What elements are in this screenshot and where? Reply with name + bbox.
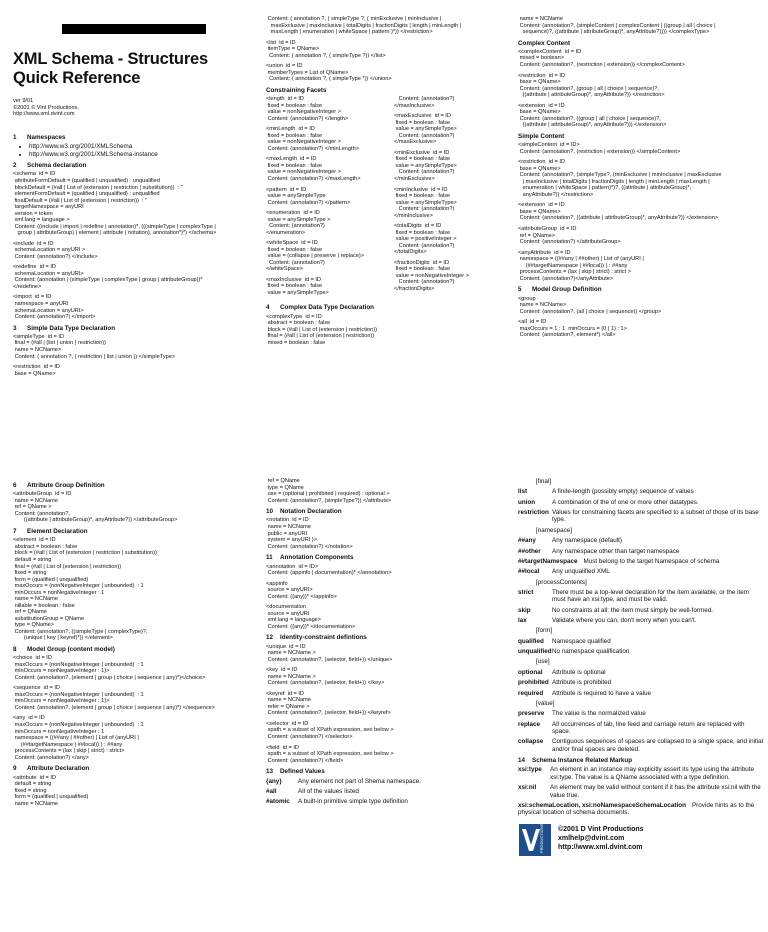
- glossary-definition: Any namespace other than target namespace: [552, 547, 680, 555]
- column-2-bottom: [266, 478, 512, 930]
- glossary-entry: [518, 589, 764, 604]
- code-block: <import id = ID namespace = anyURI schemaLocation = anyURI> Content: (annotation?) </import>: [13, 294, 96, 321]
- code-block: <pattern id = ID value = anySimpleType Content: (annotation?) </pattern>: [266, 186, 351, 206]
- glossary-term: prohibited: [518, 679, 549, 687]
- glossary-term: ##local: [518, 568, 540, 576]
- website-line: http://www.xml.dvint.com: [13, 111, 75, 118]
- section-heading: 11 Annotation Components: [266, 554, 354, 562]
- glossary-term: ##any: [518, 537, 536, 545]
- list-item: • http://www.w3.org/2001/XMLSchema: [29, 143, 261, 150]
- logo-line: ©2001 D Vint Productions: [558, 826, 644, 834]
- glossary-group-heading: [use]: [536, 658, 550, 666]
- glossary-term: skip: [518, 606, 531, 614]
- section-heading: 12 Identity-constraint defintions: [266, 634, 367, 642]
- section-heading: 4 Complex Data Type Declaration: [266, 304, 375, 312]
- defined-value: #all All of the values listed: [266, 787, 359, 795]
- code-block: name = NCName Content: (annotation?, (simpleContent | complexContent | ((group | all | choice | sequence)?, ((attribute | attributeGroup)*, anyAttribute?)))) </complexType>: [519, 16, 716, 36]
- code-block: <enumeration id = ID value = anySimpleType > Content: (annotation?) </enumeration>: [266, 210, 331, 236]
- glossary-definition: The value is the normalized value: [552, 710, 646, 718]
- code-block: <key id = ID name = NCName > Content: (annotation?, (selector, field+)) </key>: [266, 667, 385, 687]
- code-block: Content: ( annotation ?, ( simpleType ?, ( minExclusive | minInclusive | maxExclusive | maxInclusive | totalDigits | fractionDigits | length | minLength | maxLength | enumeration | whiteSpace | pattern )*)) </restriction>: [267, 16, 462, 36]
- column-1-top: [13, 130, 261, 475]
- glossary-entry: [518, 499, 764, 506]
- code-block: <keyref id = ID name = NCName refer = QName > Content: (annotation?, (selector, field+)) </keyref>: [266, 690, 391, 717]
- glossary-group-heading: [form]: [536, 627, 553, 635]
- copyright-line: ©2001 © Vint Productions,: [13, 104, 79, 111]
- list-item: • http://www.w3.org/2001/XMLSchema-instance: [29, 151, 261, 158]
- glossary-term: lax: [518, 617, 527, 625]
- code-block: <restriction id = ID base = QName> Content: (annotation?, (group | all | choice | sequence)?, ((attribute | attributeGroup)*, anyAttribute?)) </restriction>: [518, 72, 665, 99]
- glossary-definition: Must belong to the target Namespace of schema: [583, 557, 720, 565]
- code-block: <unique id = ID name = NCName > Content: (annotation?, (selector, field+)) </unique>: [266, 643, 393, 663]
- glossary-term: qualified: [518, 637, 544, 645]
- section-heading: 2 Schema declaration: [13, 162, 87, 170]
- glossary-term: collapse: [518, 738, 544, 746]
- logo-line: xmlhelp@dvint.com: [558, 835, 625, 843]
- logo-line: http://www.xml.dvint.com: [558, 843, 643, 851]
- code-block: <minExclusive id = ID fixed = boolean : false value = anySimpleType> Content: (annotation?) </minExclusive>: [394, 149, 457, 182]
- glossary-entry: [518, 669, 764, 676]
- code-block: <appinfo source = anyURI> Content: ({any})* </appinfo>: [266, 580, 337, 600]
- section-heading: 10 Notation Declaration: [266, 508, 342, 516]
- title-line: XML Schema - Structures: [13, 50, 208, 68]
- code-block: <simpleContent id = ID> Content: (annotation?, (restriction | extension)) </simpleContent>: [518, 142, 681, 155]
- section-heading: 5 Model Group Definition: [518, 286, 602, 294]
- glossary-definition: No namespace qualification: [552, 648, 630, 656]
- code-block: <fractionDigits id = ID fixed = boolean : false value = nonNegativeInteger > Content: (annotation?) </fractionDigits>: [394, 259, 469, 292]
- code-block: <minInclusive id = ID fixed = boolean : false value = anySimpleType> Content: (annotation?) </minInclusive>: [394, 186, 457, 219]
- code-block: <restriction id = ID base = QName>: [13, 364, 60, 377]
- code-block: <union id = ID memberTypes = List of QName> Content: ( annotation ?, ( simpleType *)) </union>: [266, 63, 392, 83]
- glossary-definition: Namespace qualified: [552, 637, 611, 645]
- glossary-entry: [518, 738, 764, 753]
- glossary-entry: [518, 548, 764, 555]
- code-block: <schema id = ID attributeFormDefault = (qualified | unqualified) : unqualified blockDefault = (#all | List of (extension | restriction | substitution)) : " elementFormDefault = (qualified | unqualified) : unqualified finalDefault = (#all | List of (extension | restriction)) : " targetNamespace = anyURI version = token xml:lang = language > Content: ((include | import | redefine | annotation)*, (((simpleType | complexType | group | attributeGroup) | element | attribute | notation), annotation*)*) </schema>: [13, 171, 217, 237]
- code-block: <redefine id = ID schemaLocation = anyURI> Content: (annotation | (simpleType | complexType | group | attributeGroup))* </redefine>: [13, 264, 203, 290]
- code-block: <element id = ID abstract = boolean : false block = (#all | List of (extension | restriction | substitution)) default = string final = (#all | List of (extension | restriction)) fixed = string form = (qualified | unqualified) maxOccurs = (nonNegativeInteger | unbounded) : 1 minOccurs = nonNegativeInteger : 1 name = NCName nillable = boolean : false ref = QName substitutionGroup = QName type = QName> Content: (annotation?, ((simpleType | complexType)?, (unique | key | keyref)*)) </element>: [13, 537, 157, 642]
- glossary-entry: [518, 488, 764, 495]
- glossary-definition: Values for constraining facets are specified to a subset of those of its base type.: [552, 509, 759, 524]
- glossary-definition: A finite-length (possibly empty) sequence of values: [552, 488, 694, 496]
- glossary-term: ##targetNamespace: [518, 557, 578, 565]
- subheading: Constraining Facets: [266, 86, 327, 94]
- code-block: <simpleType id = ID final = (#all | (list | union | restriction)) name = NCName> Content: ( annotation ?, ( restriction | list | union )) </simpleType>: [13, 333, 176, 360]
- column-3-bottom: [518, 478, 764, 930]
- glossary-term: unqualified: [518, 648, 552, 656]
- glossary-group-heading: [processContents]: [536, 578, 587, 586]
- column-1-bottom: [13, 478, 261, 930]
- column-2-top: [266, 16, 512, 456]
- glossary-term: preserve: [518, 710, 545, 718]
- facets-right: [394, 96, 512, 300]
- glossary-entry: [518, 648, 764, 655]
- glossary-group-heading: [namespace]: [536, 526, 573, 534]
- subheading: Simple Content: [518, 132, 565, 140]
- code-block: <restriction id = ID base = QName> Content: (annotation?, (simpleType?, (minExclusive | minInclusive | maxExclusive | maxInclusive | totalDigits | fractionDigits | length | minLength | maxLength | enumeration | whiteSpace | pattern)*)?, ((attribute | attributeGroup)*, anyAttribute?)) </restriction>: [518, 159, 722, 198]
- code-block: <annotation id = ID> Content: (appinfo | documentation)* </annotation>: [266, 563, 392, 577]
- glossary-definition: All occurrences of tab, line feed and carriage return are replaced with space.: [552, 720, 745, 735]
- glossary-term: ##other: [518, 547, 541, 555]
- code-block: <maxInclusive id = ID fixed = boolean : false value = anySimpleType>: [266, 276, 329, 296]
- code-block: <list id = ID itemType = QName> Content: ( annotation ?, ( simpleType ?)) </list>: [266, 39, 386, 59]
- code-block: <whiteSpace id = ID fixed = boolean : false value = (collapse | preserve | replace)> Content: (annotation?) </whiteSpace>: [266, 240, 365, 273]
- glossary-term: required: [518, 689, 544, 697]
- section-heading: 1 Namespaces: [13, 134, 66, 141]
- glossary-term: strict: [518, 588, 534, 596]
- vint-logo-block: [518, 823, 764, 857]
- glossary-entry: [518, 558, 764, 565]
- glossary-term: list: [518, 488, 528, 496]
- title-line: Quick Reference: [13, 68, 141, 87]
- glossary-group-heading: [value]: [536, 699, 555, 707]
- code-block: ref = QName type = QName use = (optional | prohibited | required) : optional > Content: (annotation?, (simpleType?)) </attribute>: [267, 478, 392, 504]
- vint-logo-icon: [518, 823, 552, 857]
- glossary-term: replace: [518, 720, 541, 728]
- code-block: <selector id = ID xpath = a subset of XPath expression, see below > Content: (annotation?) </selector>: [266, 720, 394, 741]
- code-block: <complexType id = ID abstract = boolean : false block = (#all | List of (extension | restriction)) final = (#all | List of (extension | restriction)) mixed = boolean : false: [266, 313, 377, 346]
- glossary-entry: [518, 638, 764, 645]
- glossary-definition: Attribute is optional: [552, 668, 606, 676]
- glossary-definition: Any unqualified XML: [552, 568, 610, 576]
- glossary-definition: There must be a top-level declaration for the item available, or the item must have an xsi:type, and must be valid.: [552, 588, 750, 604]
- code-block: <maxLength id = ID fixed = boolean : false value = nonNegativeInteger > Content: (annotation?) </maxLength>: [266, 156, 361, 182]
- code-block: <group name = NCName> Content: (annotation?, (all | choice | sequence)) </group>: [518, 295, 662, 315]
- code-block: <choice id = ID maxOccurs = (nonNegativeInteger | unbounded) : 1 minOccurs = nonNegativeInteger : 1}> Content: (annotation?, (element | group | choice | sequence | any)*)</choice>: [13, 655, 206, 681]
- glossary-definition: Any namespace (default): [552, 537, 623, 545]
- code-block: <include id = ID schemaLocation = anyURI > Content: (annotation?) </include>: [13, 240, 98, 260]
- section-heading: 13 Defined Values: [266, 768, 325, 776]
- glossary-term: restriction: [518, 509, 549, 517]
- version-info: [13, 98, 79, 118]
- xsi-entry: xsi:schemaLocation, xsi:noNamespaceSchemaLocation Provide hints as to the physical location of schema documents.: [518, 801, 755, 817]
- glossary-definition: A combination of the of one or more other datatypes.: [552, 498, 699, 506]
- code-block: <field id = ID xpath = a subset of XPath expression, see below > Content: (annotation?) </field>: [266, 744, 394, 764]
- glossary-group-heading: [final]: [536, 478, 552, 485]
- glossary-entry: [518, 537, 764, 544]
- code-block: <documentation source = anyURI xml:lang = language> Content: ({any})* </documentation>: [266, 604, 356, 630]
- glossary-entry: [518, 617, 764, 624]
- code-block: <minLength id = ID fixed = boolean : false value = nonNegativeInteger > Content: (annotation?) </minLength>: [266, 126, 359, 152]
- code-block: <length id = ID fixed = boolean : false value = nonNegativeInteger > Content: (annotation?) </length>: [266, 96, 349, 122]
- glossary-entry: [518, 607, 764, 614]
- glossary-term: union: [518, 498, 536, 506]
- code-block: <extension id = ID base = QName> Content: (annotation?, ((attribute | attributeGroup)*, anyAttribute?)) </extension>: [518, 202, 719, 222]
- code-block: <maxExclusive id = ID fixed = boolean : false value = anySimpleType> Content: (annotation?) </maxExclusive>: [394, 113, 457, 146]
- glossary-entry: [518, 690, 764, 697]
- code-block: <totalDigits id = ID fixed = boolean : false value = positiveInteger > Content: (annotation?) </totalDigits>: [394, 223, 457, 256]
- glossary-entry: [518, 710, 764, 717]
- code-block: Content: (annotation?) </maxInclusive>: [394, 96, 455, 109]
- glossary: [518, 478, 764, 753]
- version-line: ver 9/01: [13, 98, 34, 104]
- page-title: [13, 50, 208, 88]
- glossary-definition: Attribute is required to have a value: [552, 689, 652, 697]
- header-bar: [62, 24, 206, 34]
- code-block: <notation id = ID name = NCName public = anyURI system = anyURI }> Content: (annotation?) </notation>: [266, 517, 353, 550]
- section-heading: 14 Schema Instance Related Markup: [518, 757, 633, 765]
- xsi-entry: xsi:nil An element may be valid without content if it has the attribute xsi:nil with the value true.: [518, 784, 761, 799]
- code-block: <anyAttribute id = ID namespace = ((##any | ##other) | List of (anyURI | (##targetNamespace | ##local)) ) : ##any processContents = (lax | skip | strict) : strict > Content: (annotation?)</anyAttribute>: [518, 249, 644, 282]
- section-heading: 9 Attribute Declaration: [13, 765, 90, 773]
- code-block: <attributeGroup id = ID ref = QName> Content: (annotation?) </attributeGroup>: [518, 226, 621, 246]
- subheading: Complex Content: [518, 39, 571, 47]
- namespace-list: [23, 143, 261, 158]
- facets-columns: [266, 96, 512, 300]
- logo-text: [558, 826, 644, 852]
- code-block: <all id = ID maxOccurs = 1 : 1 minOccurs = (0 | 1) : 1> Content: (annotation?, element*) </all>: [518, 319, 627, 339]
- xsi-entry: xsi:type An element in an instance may explicitly assert its type using the attribute xsi:type. The value is a QName associated with a type definition.: [518, 766, 755, 781]
- glossary-definition: No constraints at all: the item must simply be well-formed.: [552, 606, 713, 614]
- section-heading: 7 Element Declaration: [13, 528, 88, 536]
- column-3-top: [518, 16, 764, 456]
- facets-left: [266, 96, 384, 300]
- section-heading: 3 Simple Data Type Declaration: [13, 324, 116, 332]
- code-block: <attributeGroup id = ID name = NCName ref = QName > Content: (annotation?, ((attribute | attributeGroup)*, anyAttribute?)) </attributeGroup>: [13, 491, 178, 524]
- glossary-term: optional: [518, 668, 543, 676]
- glossary-definition: Contiguous sequences of spaces are collapsed to a single space, and initial and/or final spaces are deleted.: [552, 738, 764, 753]
- glossary-definition: Validate where you can, don't worry when you can't.: [552, 617, 697, 625]
- code-block: <sequence id = ID maxOccurs = (nonNegativeInteger | unbounded) : 1 minOccurs = nonNegativeInteger : 1}> Content: (annotation?, (element | group | choice | sequence | any)*) </sequence>: [13, 685, 216, 711]
- code-block: <extension id = ID base = QName> Content: (annotation?, ((group | all | choice | sequence)?, ((attribute | attributeGroup)*, anyAttribute?))) </extension>: [518, 102, 667, 129]
- glossary-definition: Attribute is prohibited: [552, 679, 612, 687]
- code-block: <attribute id = ID default = string fixed = string form = (qualified | unqualified) name = NCName: [13, 774, 89, 807]
- section-heading: 8 Model Group (content model): [13, 645, 115, 653]
- logo-small-text: PRODUCTIONS: [539, 823, 544, 853]
- glossary-entry: [518, 721, 764, 736]
- defined-value: #atomic A built-in primitive simple type definition: [266, 798, 408, 806]
- defined-value: {any} Any element not part of Shema namespace.: [266, 777, 421, 785]
- glossary-entry: [518, 568, 764, 575]
- code-block: <complexContent id = ID mixed = boolean> Content: (annotation?, (restriction | extension)) </complexContent>: [518, 48, 685, 69]
- section-heading: 6 Attribute Group Definition: [13, 482, 105, 489]
- glossary-entry: [518, 509, 764, 524]
- glossary-entry: [518, 679, 764, 686]
- code-block: <any id = ID maxOccurs = (nonNegativeInteger | unbounded) : 1 minOccurs = nonNegativeInteger : 1 namespace = ((##any | ##other) | List of (anyURI | (##targetNamespace | ##local)) ) : ##any processContents = (lax | skip | strict) : strict> Content: (annotation?) </any>: [13, 715, 144, 761]
